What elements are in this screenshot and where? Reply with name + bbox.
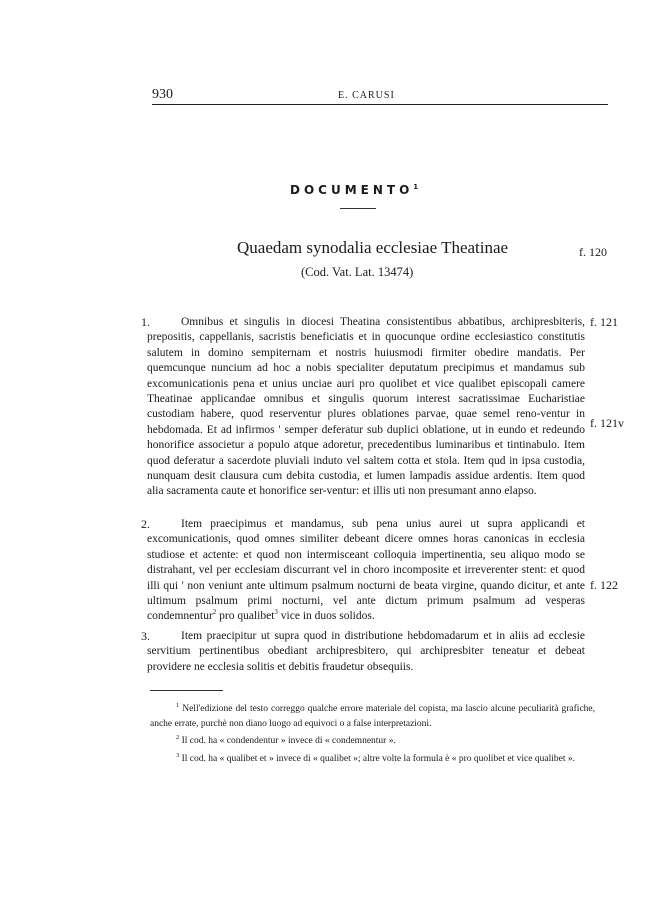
section-title <box>290 183 418 197</box>
document-subtitle: (Cod. Vat. Lat. 13474) <box>301 265 414 279</box>
footnote <box>150 699 595 731</box>
paragraph-3: Item praecipitur ut supra quod in distributione hebdomadarum et in aliis ad ecclesie servitium pertinentibus obediant archipresbitero, qui archipresbiter teneatur et debeat providere ne ecclesia solitis et debitis fraudetur obsequiis. <box>147 630 585 673</box>
footnote-mark: 2 <box>176 734 180 742</box>
footnote <box>150 749 595 767</box>
section-title-text: DOCUMENTO <box>290 183 414 197</box>
document-title: Quaedam synodalia ecclesiae Theatinae <box>237 238 509 257</box>
footnote-text: Il cod. ha « condendentur » invece di « condemnentur ». <box>181 736 396 747</box>
title-rule <box>340 208 376 209</box>
paragraph-2-text-b: pro qualibet <box>216 610 275 623</box>
footnote-mark: 2 <box>212 608 217 617</box>
footnote-mark: 3 <box>176 751 180 759</box>
header-rule <box>152 104 608 105</box>
folio-ref: f. 122 <box>590 578 618 592</box>
footnote-mark: 1 <box>176 702 180 709</box>
footnotes <box>150 699 595 766</box>
paragraph-number: 1. <box>141 315 150 329</box>
paragraph-number: 3. <box>141 629 150 643</box>
folio-ref: f. 121v <box>590 416 624 430</box>
page-number: 930 <box>152 87 173 102</box>
footnote-text: Il cod. ha « qualibet et » invece di « qualibet »; altre volte la formula è « pro quolibet et vice qualibet ». <box>181 753 575 764</box>
folio-ref: f. 120 <box>579 245 607 259</box>
section-title-footnote-mark: 1 <box>413 183 419 191</box>
footnote-rule <box>150 690 223 691</box>
folio-ref: f. 121 <box>590 315 618 329</box>
footnote-text: Nell'edizione del testo correggo qualche errore materiale del copista, ma lascio alcune peculiarità grafiche, anche errate, purchè non diano luogo ad equivoci o a false interpretazioni. <box>150 704 595 729</box>
footnote-mark: 3 <box>274 608 278 617</box>
paragraph-number: 2. <box>141 517 150 531</box>
paragraph-2 <box>147 517 585 625</box>
paragraph-2-text-c: vice in duos solidos. <box>277 610 375 623</box>
paragraph-1: Omnibus et singulis in diocesi Theatina consistentibus abbatibus, archipresbiteris, prepositis, cappellanis, sacristis beneficiatis et in quocunque ordine ecclesiastico constitutis salutem in domino sempiternam et nostris huiusmodi firmiter obedire mandatis. Per quemcunque nuncium ad hoc a nobis specialiter deputatum precipimus et mandamus sub excomunicationis pena et unius unciae auri pro quolibet et vice qualibet episcopali camere Theatinae applicandae omnibus et singulis quorum interest sacratissimae Eucharistiae custodiam habere, quod reserventur plures oblationes parvae, quae semel reno-ventur in hebdomada. Et ad infirmos ' semper deferatur sub duplici oblatione, ut in eundo et redeundo honorifice associetur a populo atque adoretur, precedentibus luminaribus et tintinabulo. Item quod deferatur a sacerdote pluviali induto vel saltem cotta et stola. Item qud in ipsa custodia, nunquam desit clausura cum debita custodia, et lumen lampadis assidue ardentis. Item quod alia sacramenta caute et honorifice ser-ventur: et illis uti non presumant anno elapso. <box>147 316 585 498</box>
footnote <box>150 731 595 749</box>
running-head-author: E. CARUSI <box>338 90 395 101</box>
paragraph-2-text-a: Item praecipimus et mandamus, sub pena unius aurei ut supra applicandi et excomunicationis, quod omnes similiter debeant dicere omnes horas canonicas in ecclesia studiose et actente: et quod non intermisceant colloquia impertinentia, seu aliquo modo se distrahant, vel per ecclesiam discurrant vel in choro incomposite et irreverenter stent: et quod illi qui ' non veniunt ante ultimum psalmum nocturni de beata virgine, quando dicitur, et ante ultimum psalmum primi nocturni, vel ante dictum primum psalmum ad vesperas condemnentur <box>147 518 585 623</box>
